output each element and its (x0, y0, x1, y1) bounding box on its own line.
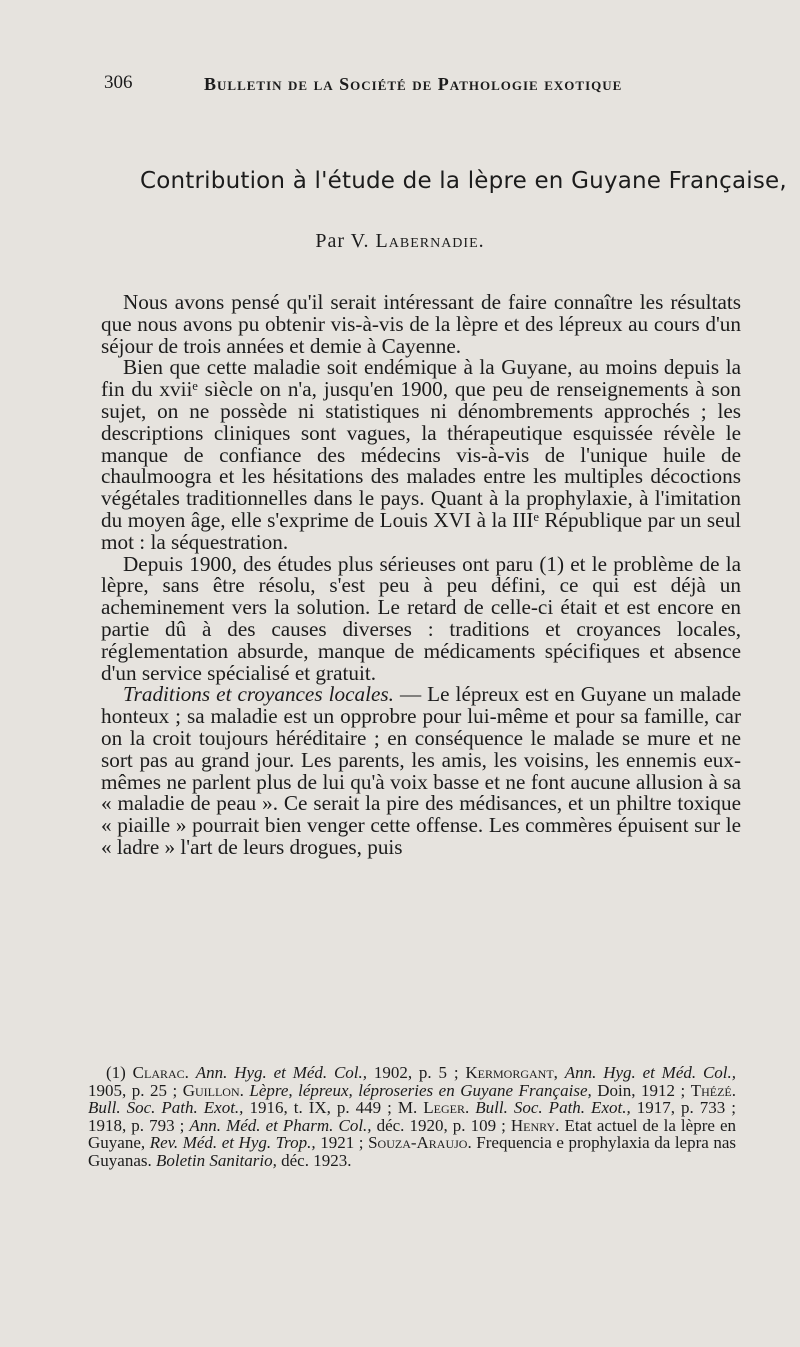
running-head (104, 72, 724, 102)
footnote-author: Clarac. (132, 1063, 189, 1082)
paragraph-4-text: — Le lépreux est en Guyane un malade honteux ; sa maladie est un opprobre pour lui-même et pour sa famille, car on la croit toujours héréditaire ; en conséquence le malade se mure et ne sort pas au grand jour. Les parents, les amis, les voisins, les ennemis eux-mêmes ne parlent plus de lui qu'à voix basse et ne font aucune allusion à sa « maladie de peau ». Ce serait la pire des médisances, et un philtre toxique « piaille » pourrait bien venger cette offense. Les commères épuisent sur le « ladre » l'art de leurs drogues, puis (101, 682, 742, 859)
footnote-ref: déc. 1920, p. 109 ; (376, 1115, 506, 1135)
footnote-journal: Ann. Hyg. et Méd. Col., (564, 1063, 737, 1082)
paragraph-1: Nous avons pensé qu'il serait intéressant de faire connaître les résultats que nous avons pu obtenir vis-à-vis de la lèpre et des lépreux au cours d'un séjour de trois années et demie à Cayenne. (101, 290, 741, 358)
footnotes (88, 1064, 736, 1169)
footnote-ref: 1902, p. 5 ; (373, 1063, 459, 1082)
footnote-ref: 1917, p. 733 ; 1918, p. 793 ; (88, 1098, 736, 1135)
footnote-author: Kermorgant, (465, 1063, 558, 1082)
paragraph-3: Depuis 1900, des études plus sérieuses ont paru (1) et le problème de la lèpre, sans être résolu, s'est peu à peu défini, ce qui est déjà un acheminement vers la solution. Le retard de celle-ci était et est encore en partie dû à des causes diverses : traditions et croyances locales, réglementation absurde, manque de médicaments spécifiques et absence d'un service spécialisé et gratuit. (101, 551, 741, 685)
footnote-author: Thézé. (690, 1080, 737, 1100)
section-heading-traditions: Traditions et croyances locales. (123, 682, 394, 707)
footnote-ref: Doin, 1912 ; (597, 1080, 686, 1100)
footnote-ref: Frequencia e prophylaxia da lepra nas Guyanas. (88, 1133, 737, 1170)
footnote-ref: 1921 ; (320, 1133, 364, 1152)
journal-title: Bulletin de la Société de Pathologie exotique (204, 74, 623, 94)
article-body (101, 292, 741, 859)
footnote-journal: Ann. Hyg. et Méd. Col., (195, 1063, 368, 1082)
author-name: Labernadie. (375, 230, 485, 252)
footnote-ref: 1905, p. 25 ; (88, 1080, 178, 1100)
footnote-journal: Boletin Sanitario, (155, 1150, 277, 1170)
footnote-author: M. Leger. (397, 1098, 470, 1117)
footnote-1 (88, 1064, 736, 1169)
paragraph-2: Bien que cette maladie soit endémique à la Guyane, au moins depuis la fin du xviiᵉ siècle on n'a, jusqu'en 1900, que peu de renseignements à son sujet, on ne possède ni statistiques ni dénombrements approchés ; les descriptions cliniques sont vagues, la thérapeutique esquissée révèle le manque de confiance des médecins vis-à-vis de l'unique huile de chaulmoogra et les hésitations des malades entre les multiples décoctions végétales traditionnelles dans le pays. Quant à la prophylaxie, à l'imitation du moyen âge, elle s'exprime de Louis XVI à la IIIᵉ République par un seul mot : la séquestration. (101, 355, 741, 554)
footnote-author: Guillon. (182, 1080, 244, 1100)
footnote-author: Souza-Araujo. (368, 1133, 472, 1152)
footnote-author: Henry. (510, 1115, 560, 1135)
page-number: 306 (104, 72, 133, 93)
article-title: Contribution à l'étude de la lèpre en Guyane Française, (140, 168, 787, 194)
paragraph-4 (101, 684, 741, 858)
footnote-ref: déc. 1923. (281, 1150, 352, 1170)
footnote-ref: Etat actuel de la lèpre en Guyane, (88, 1115, 736, 1152)
footnote-journal: Lèpre, lépreux, léproseries en Guyane Française, (249, 1080, 592, 1100)
byline (0, 230, 800, 253)
footnote-journal: Bull. Soc. Path. Exot., (88, 1098, 244, 1117)
footnote-marker: (1) (106, 1063, 126, 1082)
footnote-journal: Bull. Soc. Path. Exot., (475, 1098, 631, 1117)
footnote-ref: 1916, t. IX, p. 449 ; (249, 1098, 392, 1117)
byline-prefix: Par V. (315, 230, 370, 252)
footnote-journal: Rev. Méd. et Hyg. Trop., (149, 1133, 316, 1152)
footnote-journal: Ann. Méd. et Pharm. Col., (189, 1115, 372, 1135)
